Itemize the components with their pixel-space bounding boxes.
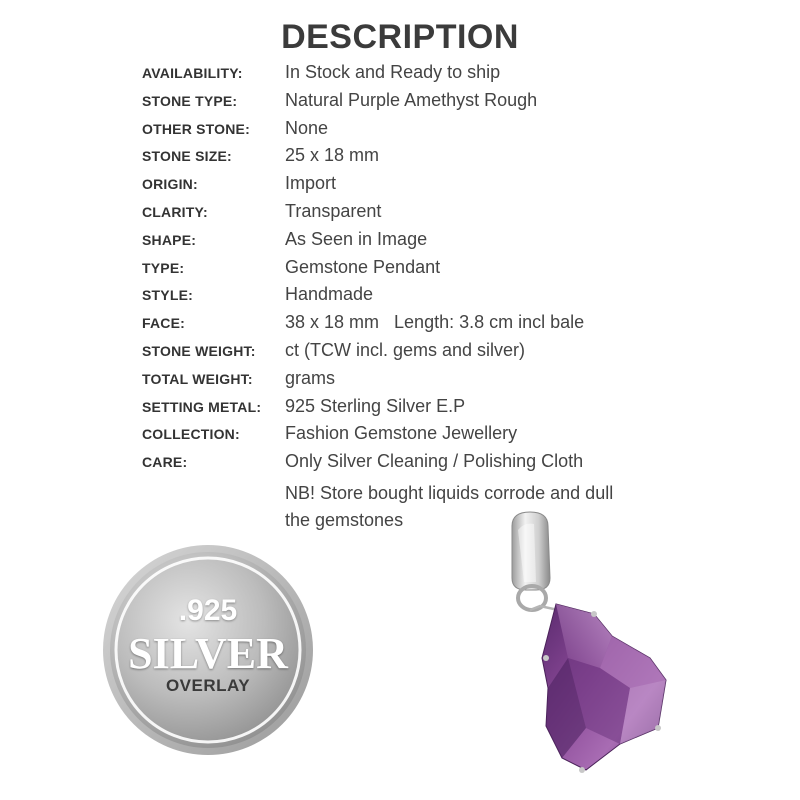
spec-value: Only Silver Cleaning / Polishing Cloth: [285, 451, 584, 472]
spec-label: OTHER STONE:: [142, 120, 250, 137]
spec-label: CLARITY:: [142, 203, 208, 220]
spec-row-style: [142, 284, 702, 312]
spec-row-other-stone: [142, 118, 702, 146]
spec-row-shape: [142, 229, 702, 257]
spec-value: Transparent: [285, 200, 382, 221]
badge-number: .925: [178, 594, 238, 627]
spec-label: SHAPE:: [142, 231, 197, 248]
badge-metal: SILVER: [128, 629, 288, 678]
spec-label: TYPE:: [142, 259, 185, 276]
spec-row-type: [142, 257, 702, 285]
spec-row-stone-weight: [142, 340, 702, 368]
care-note-line: the gemstones: [285, 510, 404, 530]
spec-value: Handmade: [285, 284, 374, 305]
amethyst-pendant-image: [490, 508, 690, 780]
spec-row-collection: [142, 423, 702, 451]
spec-label: STONE SIZE:: [142, 148, 232, 165]
spec-value: 25 x 18 mm: [285, 145, 380, 166]
spec-value: ct (TCW incl. gems and silver): [285, 339, 526, 360]
spec-label: AVAILABILITY:: [142, 65, 243, 81]
spec-value: 925 Sterling Silver E.P: [285, 395, 466, 416]
spec-value: As Seen in Image: [285, 228, 428, 249]
spec-value: grams: [285, 367, 336, 388]
spec-row-setting-metal: [142, 396, 702, 424]
spec-value: Fashion Gemstone Jewellery: [285, 423, 518, 444]
spec-row-stone-size: [142, 145, 702, 173]
spec-row-availability: [142, 62, 702, 90]
spec-label: STONE WEIGHT:: [142, 342, 256, 359]
spec-value: None: [285, 117, 329, 138]
spec-row-care: [142, 451, 702, 479]
page-title: DESCRIPTION: [281, 18, 519, 56]
spec-row-total-weight: [142, 368, 702, 396]
spec-row-face: [142, 312, 702, 340]
care-note-line: NB! Store bought liquids corrode and dull: [285, 483, 614, 503]
badge-subtitle: OVERLAY: [165, 676, 251, 695]
badge-label: [102, 544, 314, 756]
spec-value: Import: [285, 173, 337, 194]
spec-value: Natural Purple Amethyst Rough: [285, 89, 538, 110]
spec-row-origin: [142, 173, 702, 201]
spec-value: In Stock and Ready to ship: [285, 62, 501, 82]
spec-value: Gemstone Pendant: [285, 256, 441, 277]
spec-value: 38 x 18 mm Length: 3.8 cm incl bale: [285, 312, 585, 333]
spec-label: STONE TYPE:: [142, 92, 238, 109]
spec-label: SETTING METAL:: [142, 398, 262, 415]
spec-table: [142, 62, 702, 479]
spec-label: COLLECTION:: [142, 426, 240, 443]
spec-label: TOTAL WEIGHT:: [142, 370, 253, 387]
spec-row-stone-type: [142, 90, 702, 118]
spec-row-clarity: [142, 201, 702, 229]
spec-label: ORIGIN:: [142, 176, 198, 193]
spec-label: CARE:: [142, 454, 188, 471]
spec-label: FACE:: [142, 315, 185, 332]
spec-label: STYLE:: [142, 287, 193, 304]
